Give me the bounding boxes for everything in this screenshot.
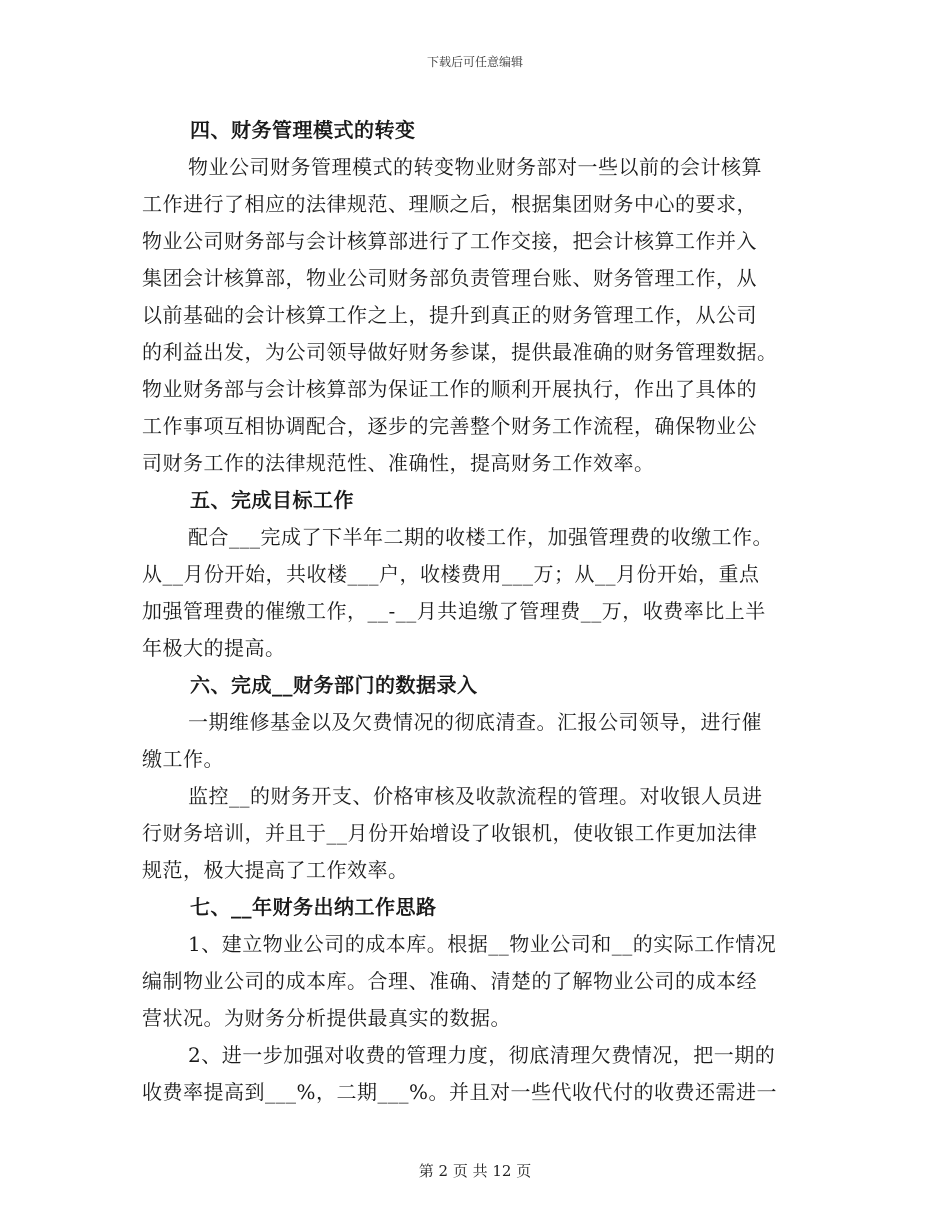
paragraph-line: 工作事项互相协调配合，逐步的完善整个财务工作流程，确保物业公 [142,414,757,438]
paragraph-line: 缴工作。 [142,747,224,771]
paragraph-line: 集团会计核算部，物业公司财务部负责管理台账、财务管理工作，从 [142,266,757,290]
paragraph-line: 一期维修基金以及欠费情况的彻底清查。汇报公司领导，进行催 [188,710,762,734]
paragraph-line: 行财务培训，并且于__月份开始增设了收银机，使收银工作更加法律 [142,821,758,845]
paragraph-line: 物业财务部与会计核算部为保证工作的顺利开展执行，作出了具体的 [142,377,757,401]
paragraph-line: 年极大的提高。 [142,636,286,660]
section-heading: 五、完成目标工作 [190,488,354,512]
page-number: 第 2 页 共 12 页 [418,1162,532,1180]
paragraph-line: 物业公司财务管理模式的转变物业财务部对一些以前的会计核算 [188,155,762,179]
paragraph-line: 规范，极大提高了工作效率。 [142,858,409,882]
paragraph-line: 加强管理费的催缴工作，__-__月共追缴了管理费__万，收费率比上半 [142,599,766,623]
page-header: 下载后可任意编辑 [426,55,523,69]
paragraph-line: 司财务工作的法律规范性、准确性，提高财务工作效率。 [142,451,655,475]
paragraph-line: 的利益出发，为公司领导做好财务参谋，提供最准确的财务管理数据。 [142,340,778,364]
paragraph-line: 物业公司财务部与会计核算部进行了工作交接，把会计核算工作并入 [142,229,757,253]
document-body [142,112,810,1111]
section-heading: 四、财务管理模式的转变 [190,118,416,142]
paragraph-line: 监控__的财务开支、价格审核及收款流程的管理。对收银人员进 [188,784,763,808]
paragraph-line: 以前基础的会计核算工作之上，提升到真正的财务管理工作，从公司 [142,303,757,327]
paragraph-line: 编制物业公司的成本库。合理、准确、清楚的了解物业公司的成本经 [142,969,757,993]
section-heading: 六、完成__财务部门的数据录入 [190,673,478,697]
paragraph-line: 2、进一步加强对收费的管理力度，彻底清理欠费情况，把一期的 [188,1043,776,1067]
paragraph-line: 从__月份开始，共收楼___户，收楼费用___万；从__月份开始，重点 [142,562,760,586]
paragraph-line: 配合___完成了下半年二期的收楼工作，加强管理费的收缴工作。 [188,525,773,549]
section-heading: 七、__年财务出纳工作思路 [190,895,437,919]
paragraph-line: 1、建立物业公司的成本库。根据__物业公司和__的实际工作情况 [188,932,777,956]
paragraph-line: 工作进行了相应的法律规范、理顺之后，根据集团财务中心的要求， [142,192,757,216]
paragraph-line: 收费率提高到___%，二期___%。并且对一些代收代付的收费还需进一 [142,1080,778,1104]
paragraph-line: 营状况。为财务分析提供最真实的数据。 [142,1006,511,1030]
